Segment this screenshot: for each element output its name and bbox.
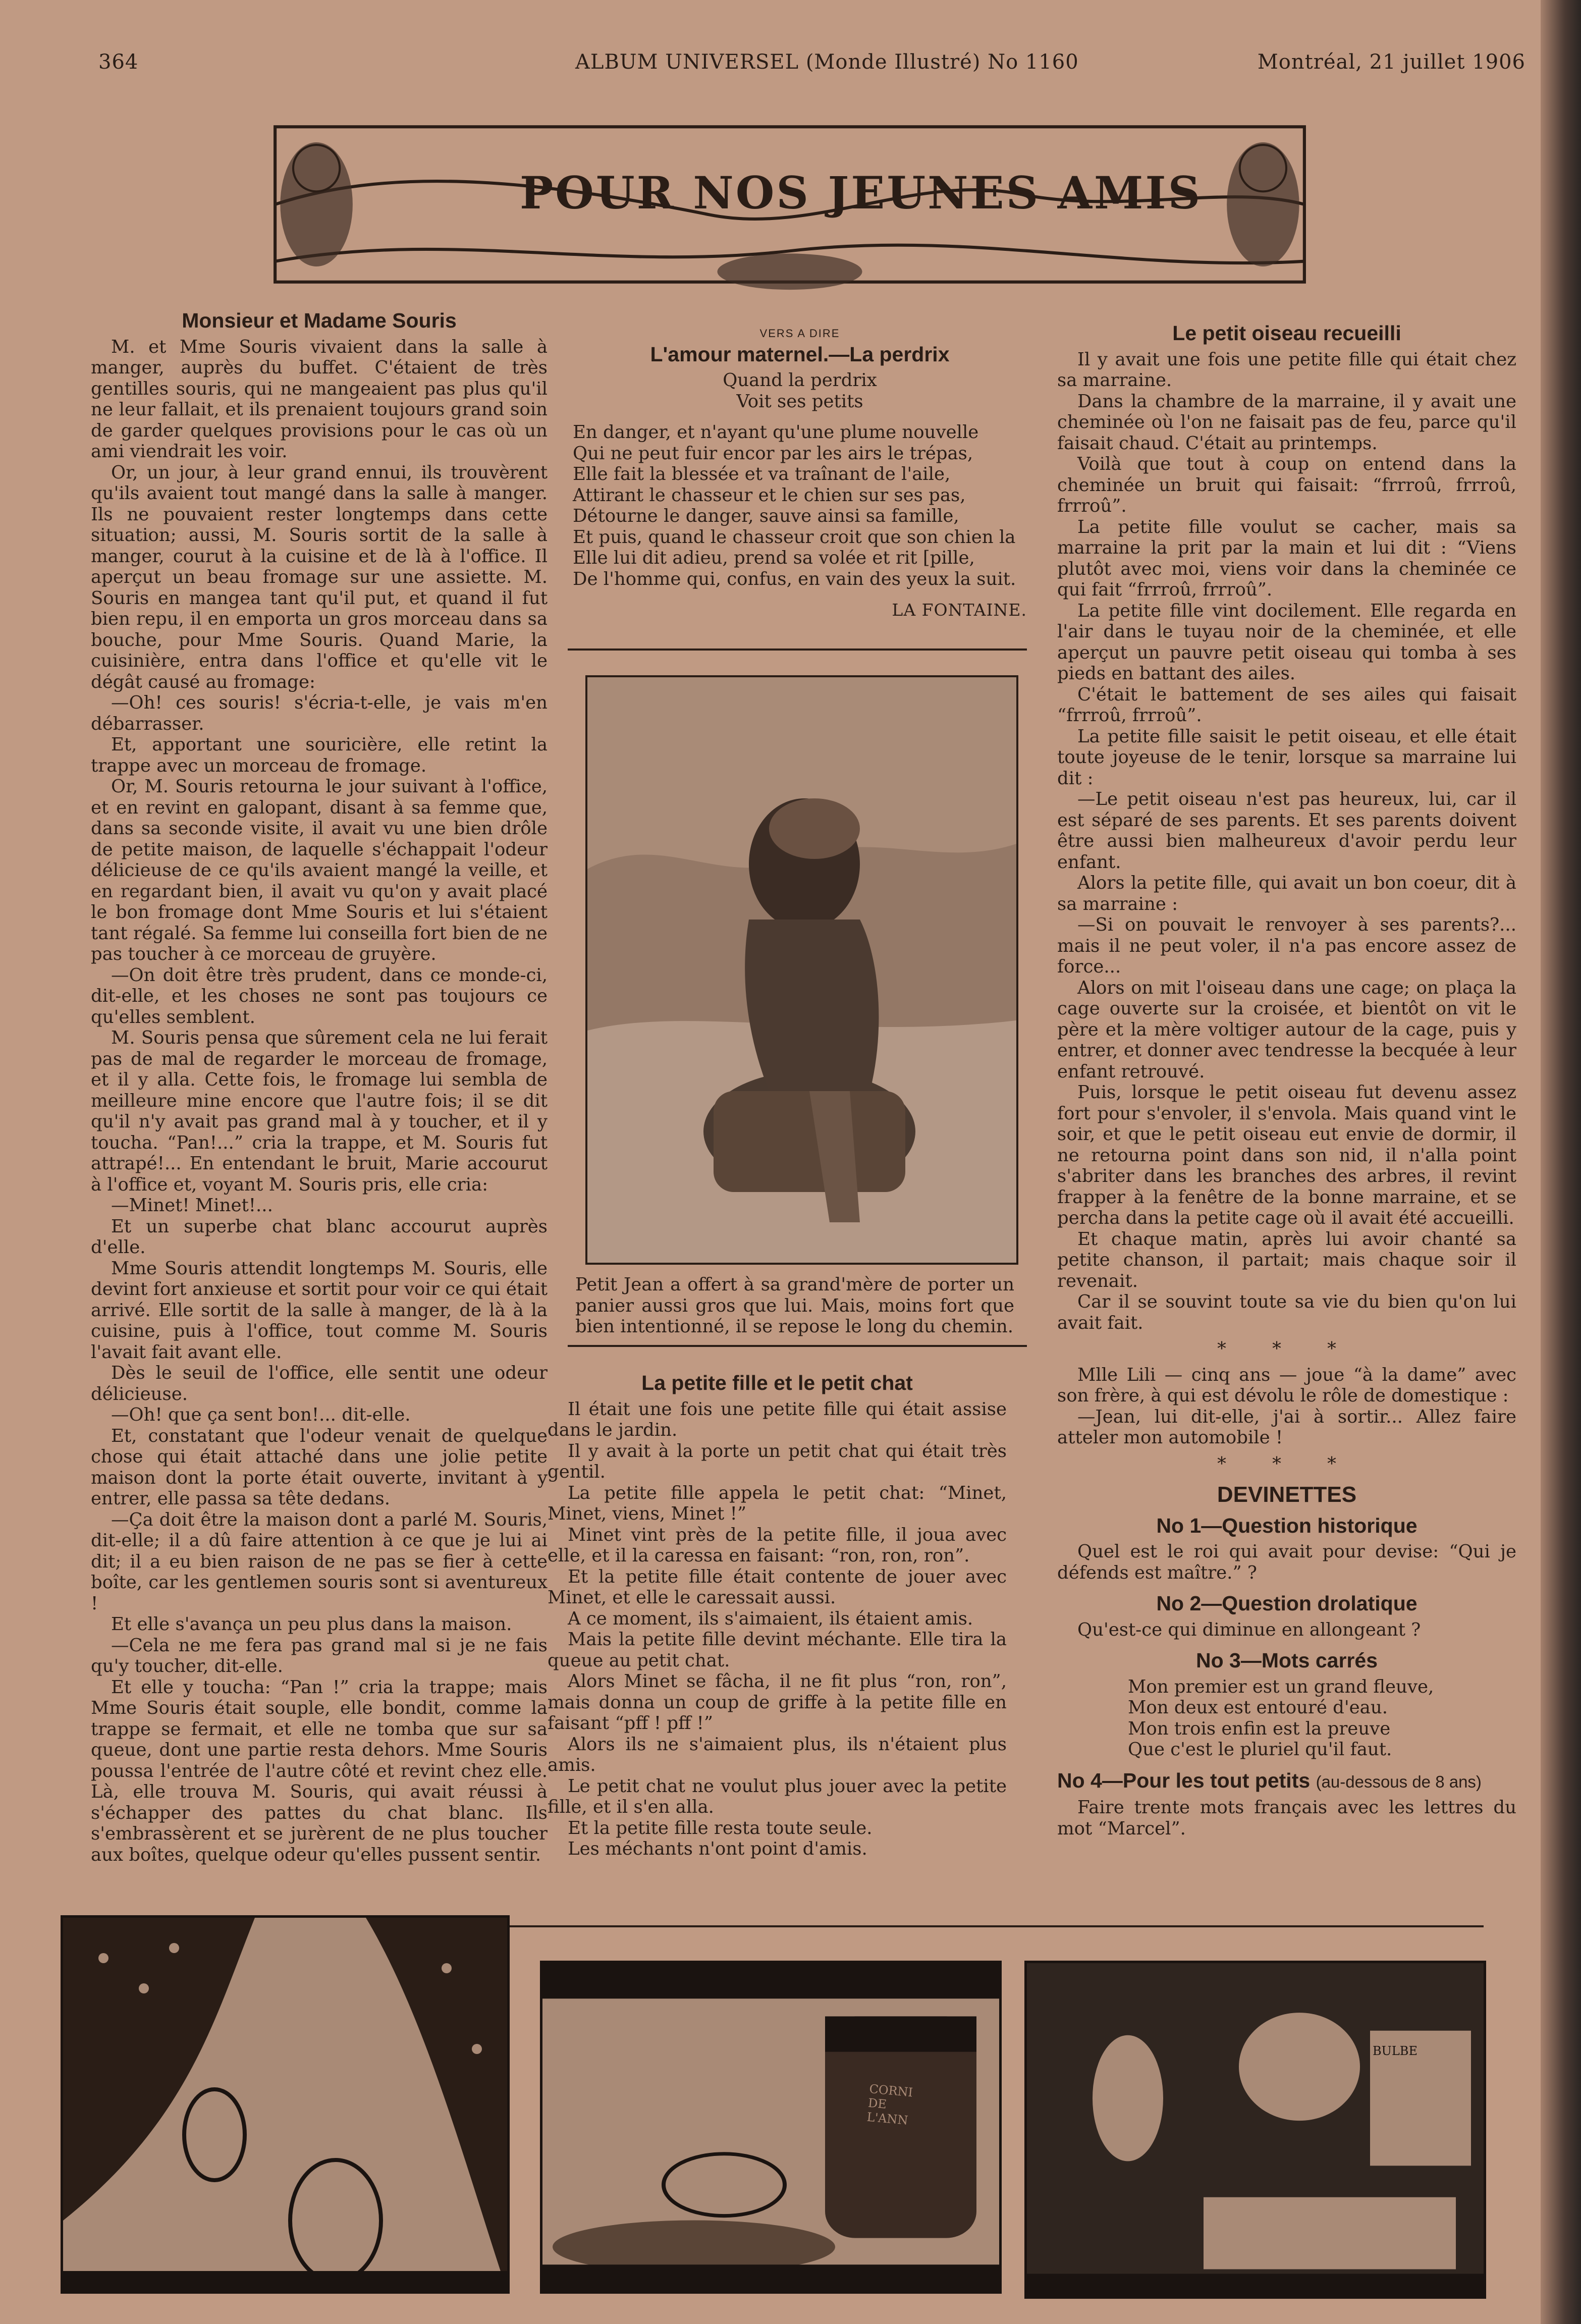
question-3-line: Que c'est le pluriel qu'il faut. <box>1128 1739 1392 1760</box>
paragraph: Mme Souris attendit longtemps M. Souris, elle devint fort anxieuse et sortit pour voir ce qui était arrivé. Elle sortit de la salle à manger, de là à la cuisine, puis à l'office, tout comme M. Souris l'avait fait avant elle. <box>91 1258 548 1363</box>
poem-line: Qui ne peut fuir encor par les airs le trépas, <box>573 443 973 464</box>
column-3 <box>1057 323 1516 1839</box>
question-4-text: Faire trente mots français avec les lettres du mot “Marcel”. <box>1057 1797 1516 1839</box>
cartoon-panel-mouse-jar <box>540 1961 1002 2294</box>
question-4-title <box>1057 1770 1516 1793</box>
paragraph: Alors Minet se fâcha, il ne fit plus “ron, ron”, mais donna un coup de griffe à la petite fille en faisant “pff ! pff !” <box>548 1671 1007 1734</box>
poem-kicker: VERS A DIRE <box>759 327 840 340</box>
question-3-line: Mon deux est entouré d'eau. <box>1128 1697 1388 1718</box>
paragraph: Minet vint près de la petite fille, il joua avec elle, et il la caressa en faisant: “ron, ron, ron”. <box>548 1524 1007 1566</box>
paragraph: —Jean, lui dit-elle, j'ai à sortir... Allez faire atteler mon automobile ! <box>1057 1406 1516 1448</box>
cartoon-panel-mouse-trap <box>1024 1961 1486 2299</box>
cartoon-sign-label: BULBE <box>1373 2044 1418 2058</box>
question-2-title: No 2—Question drolatique <box>1156 1592 1418 1615</box>
paragraph: Alors la petite fille, qui avait un bon coeur, dit à sa marraine : <box>1057 873 1516 914</box>
paragraph: Puis, lorsque le petit oiseau fut devenu assez fort pour s'envoler, il s'envola. Mais quand vint le soir, et que le petit oiseau eut envie de dormir, il ne retourna point dans son nid, il n'alla point s'abriter dans les branches des arbres, il revint frapper à la fenêtre de la bonne marraine, et se percha dans la petite cage où il avait été accueilli. <box>1057 1082 1516 1228</box>
cartoon-panel-mice-curtain <box>61 1915 510 2294</box>
poem-line: De l'homme qui, confus, en vain des yeux la suit. <box>573 568 1016 589</box>
masthead: ALBUM UNIVERSEL (Monde Illustré) No 1160 <box>575 50 1079 74</box>
page-number: 364 <box>98 50 139 74</box>
paragraph: Et elle s'avança un peu plus dans la maison. <box>111 1614 512 1635</box>
question-1-text: Quel est le roi qui avait pour devise: “Qui je défends est maître.” ? <box>1057 1541 1516 1583</box>
paragraph: C'était le battement de ses ailes qui faisait “frrroû, frrroû”. <box>1057 684 1516 726</box>
cartoon-jar-label: CORNI DE L'ANN <box>866 2081 914 2128</box>
paragraph: Il y avait une fois une petite fille qui était chez sa marraine. <box>1057 349 1516 391</box>
paragraph: Il était une fois une petite fille qui était assise dans le jardin. <box>548 1398 1007 1440</box>
paragraph: M. Souris pensa que sûrement cela ne lui ferait pas de mal de regarder le morceau de fromage, et il y alla. Cette fois, le fromage lui sembla de meilleure mine encore que l'autre fois; il se dit qu'il n'y avait pas grand mal à y toucher, et il y toucha. “Pan!...” cria la trappe, et M. Souris fut attrapé!... En entendant le bruit, Marie accourut à l'office et, voyant M. Souris pris, elle cria: <box>91 1028 548 1195</box>
poem-author: LA FONTAINE. <box>892 600 1027 620</box>
divider <box>568 1345 1027 1347</box>
paragraph: La petite fille voulut se cacher, mais sa marraine la prit par la main et lui dit : “Viens plutôt avec moi, viens voir dans la cheminée ce qui fait “frrroû, frrroû”. <box>1057 516 1516 600</box>
question-3-title: No 3—Mots carrés <box>1195 1649 1378 1672</box>
column-1 <box>91 310 548 1865</box>
paragraph: —Ça doit être la maison dont a parlé M. Souris, dit-elle; il a dû faire attention à ce que je lui ai dit; il a eu bien raison de ne pas se fier à cette boîte, car les gentlemen souris sont si aventureux ! <box>91 1509 548 1614</box>
paragraph: Et la petite fille était contente de jouer avec Minet, et elle le caressait aussi. <box>548 1566 1007 1608</box>
paragraph: M. et Mme Souris vivaient dans la salle à manger, auprès du buffet. C'étaient de très gentilles souris, qui ne mangeaient pas plus qu'il ne leur fallait, et ils prenaient toujours grand soin de garder quelques provisions pour le cas où un ami viendrait les voir. <box>91 336 548 462</box>
poem-intro-line: Voit ses petits <box>736 391 863 412</box>
story-title-chat: La petite fille et le petit chat <box>641 1371 913 1394</box>
paragraph: Et un superbe chat blanc accourut auprès d'elle. <box>91 1216 548 1258</box>
divider <box>568 648 1027 651</box>
devinettes-title: DEVINETTES <box>1217 1482 1357 1507</box>
poem-line: Elle fait la blessée et va traînant de l'aile, <box>573 464 951 484</box>
column-2-poem <box>573 323 1027 621</box>
question-3-line: Mon premier est un grand fleuve, <box>1128 1676 1434 1697</box>
poem-title: L'amour maternel.—La perdrix <box>650 342 950 366</box>
question-1-title: No 1—Question historique <box>1156 1514 1418 1537</box>
question-4-note: (au-dessous de 8 ans) <box>1316 1772 1482 1791</box>
story-title-oiseau: Le petit oiseau recueilli <box>1172 321 1401 345</box>
paragraph: La petite fille vint docilement. Elle regarda en l'air dans le tuyau noir de la cheminée, et elle aperçut un pauvre petit oiseau qui tomba à ses pieds en battant des ailes. <box>1057 600 1516 684</box>
paragraph: —Minet! Minet!... <box>111 1195 273 1216</box>
paragraph: La petite fille appela le petit chat: “Minet, Minet, viens, Minet !” <box>548 1482 1007 1524</box>
poem-line: Attirant le chasseur et le chien sur ses pas, <box>573 484 966 506</box>
page-binding-edge <box>1541 0 1581 2324</box>
question-3-line: Mon trois enfin est la preuve <box>1128 1718 1391 1739</box>
photo-boy-with-basket <box>585 675 1018 1265</box>
paragraph: Car il se souvint toute sa vie du bien qu'on lui avait fait. <box>1057 1291 1516 1333</box>
paragraph: —On doit être très prudent, dans ce monde-ci, dit-elle, et les choses ne sont pas toujours ce qu'elles semblent. <box>91 964 548 1028</box>
paragraph: —Le petit oiseau n'est pas heureux, lui, car il est séparé de ses parents. Et ses parents doivent être aussi bien malheureux d'avoir perdu leur enfant. <box>1057 789 1516 873</box>
paragraph: Mlle Lili — cinq ans — joue “à la dame” avec son frère, à qui est dévolu le rôle de domestique : <box>1057 1364 1516 1406</box>
paragraph: Or, un jour, à leur grand ennui, ils trouvèrent qu'ils avaient tout mangé dans la salle à manger. Ils ne pouvaient rester longtemps dans cette situation; aussi, M. Souris sortit de la salle à manger, courut à la cuisine et de là à l'office. Il aperçut un beau fromage sur une assiette. M. Souris en mangea tant qu'il put, et quand il fut bien repu, il en emporta un gros morceau dans sa bouche, pour Mme Souris. Quand Marie, la cuisinière, entra dans l'office et qu'elle vit le dégât causé au fromage: <box>91 462 548 692</box>
paragraph: A ce moment, ils s'aimaient, ils étaient amis. <box>568 1608 973 1629</box>
paragraph: Il y avait à la porte un petit chat qui était très gentil. <box>548 1440 1007 1482</box>
paragraph: Dès le seuil de l'office, elle sentit une odeur délicieuse. <box>91 1363 548 1404</box>
photo-caption: Petit Jean a offert à sa grand'mère de porter un panier aussi gros que lui. Mais, moins fort que bien intentionné, il se repose le long du chemin. <box>575 1274 1014 1337</box>
paragraph: Et, constatant que l'odeur venait de quelque chose qui était attaché dans une jolie petite maison dont la porte était ouverte, invitant à y entrer, elle passa sa tête dedans. <box>91 1425 548 1509</box>
paragraph: Voilà que tout à coup on entend dans la cheminée un bruit qui faisait: “frrroû, frrroû, frrroû”. <box>1057 454 1516 516</box>
poem-line: Elle lui dit adieu, prend sa volée et rit [pille, <box>573 548 975 568</box>
paragraph: —Oh! ces souris! s'écria-t-elle, je vais m'en débarrasser. <box>91 692 548 734</box>
section-stars: * * * <box>1217 1453 1356 1474</box>
paragraph: Les méchants n'ont point d'amis. <box>568 1839 867 1859</box>
paragraph: —Si on pouvait le renvoyer à ses parents?... mais il ne peut voler, il n'a pas encore assez de force... <box>1057 914 1516 977</box>
paragraph: La petite fille saisit le petit oiseau, et elle était toute joyeuse de le tenir, lorsque sa marraine lui dit : <box>1057 726 1516 789</box>
paragraph: Mais la petite fille devint méchante. Elle tira la queue au petit chat. <box>548 1629 1007 1671</box>
story-title-souris: Monsieur et Madame Souris <box>182 309 457 332</box>
question-2-text: Qu'est-ce qui diminue en allongeant ? <box>1077 1619 1421 1640</box>
paragraph: Et elle y toucha: “Pan !” cria la trappe; mais Mme Souris était souple, elle bondit, comme la trappe se fermait, et elle ne tomba que sur sa queue, dont une partie resta dehors. Mme Souris poussa l'entrée de l'autre côté et revint chez elle. Là, elle trouva M. Souris, qui avait réussi à s'échapper des pattes du chat blanc. Ils s'embrassèrent et se jurèrent de ne plus toucher aux boîtes, quelque odeur qu'elles pussent sentir. <box>91 1677 548 1865</box>
poem-line: Et puis, quand le chasseur croit que son chien la <box>573 526 1016 548</box>
paragraph: Le petit chat ne voulut plus jouer avec la petite fille, et il s'en alla. <box>548 1775 1007 1817</box>
section-title: POUR NOS JEUNES AMIS <box>520 167 1203 219</box>
poem-line: Détourne le danger, sauve ainsi sa famille, <box>573 506 959 526</box>
paragraph: —Cela ne me fera pas grand mal si je ne fais qu'y toucher, dit-elle. <box>91 1635 548 1677</box>
section-stars: * * * <box>1217 1338 1356 1359</box>
poem-intro-line: Quand la perdrix <box>723 370 877 391</box>
poem-line: En danger, et n'ayant qu'une plume nouvelle <box>573 422 979 443</box>
issue-date: Montréal, 21 juillet 1906 <box>1257 50 1525 74</box>
paragraph: Et, apportant une souricière, elle retint la trappe avec un morceau de fromage. <box>91 734 548 776</box>
column-2-story <box>548 1373 1007 1860</box>
paragraph: Or, M. Souris retourna le jour suivant à l'office, et en revint en galopant, disant à sa femme que, dans sa seconde visite, il avait vu une bien drôle de petite maison, de laquelle s'échappait l'odeur délicieuse de ce qu'ils avaient mangé la veille, et en regardant bien, il avait vu qu'on y avait placé le bon fromage dont Mme Souris et lui s'étaient tant régalé. Sa femme lui conseilla fort bien de ne pas toucher à ce morceau de gruyère. <box>91 776 548 964</box>
paragraph: Alors on mit l'oiseau dans une cage; on plaça la cage ouverte sur la croisée, et bientôt on vit le père et la mère voltiger autour de la cage, puis y entrer, et donner avec tendresse la becquée à leur enfant retrouvé. <box>1057 977 1516 1082</box>
paragraph: Alors ils ne s'aimaient plus, ils n'étaient plus amis. <box>548 1734 1007 1775</box>
paragraph: Dans la chambre de la marraine, il y avait une cheminée où l'on ne faisait pas de feu, parce qu'il faisait chaud. C'était au printemps. <box>1057 391 1516 454</box>
paragraph: Et chaque matin, après lui avoir chanté sa petite chanson, il partait; mais chaque soir il revenait. <box>1057 1228 1516 1291</box>
paragraph: —Oh! que ça sent bon!... dit-elle. <box>111 1404 411 1425</box>
paragraph: Et la petite fille resta toute seule. <box>568 1817 873 1839</box>
question-4-heading: No 4—Pour les tout petits <box>1057 1768 1311 1792</box>
